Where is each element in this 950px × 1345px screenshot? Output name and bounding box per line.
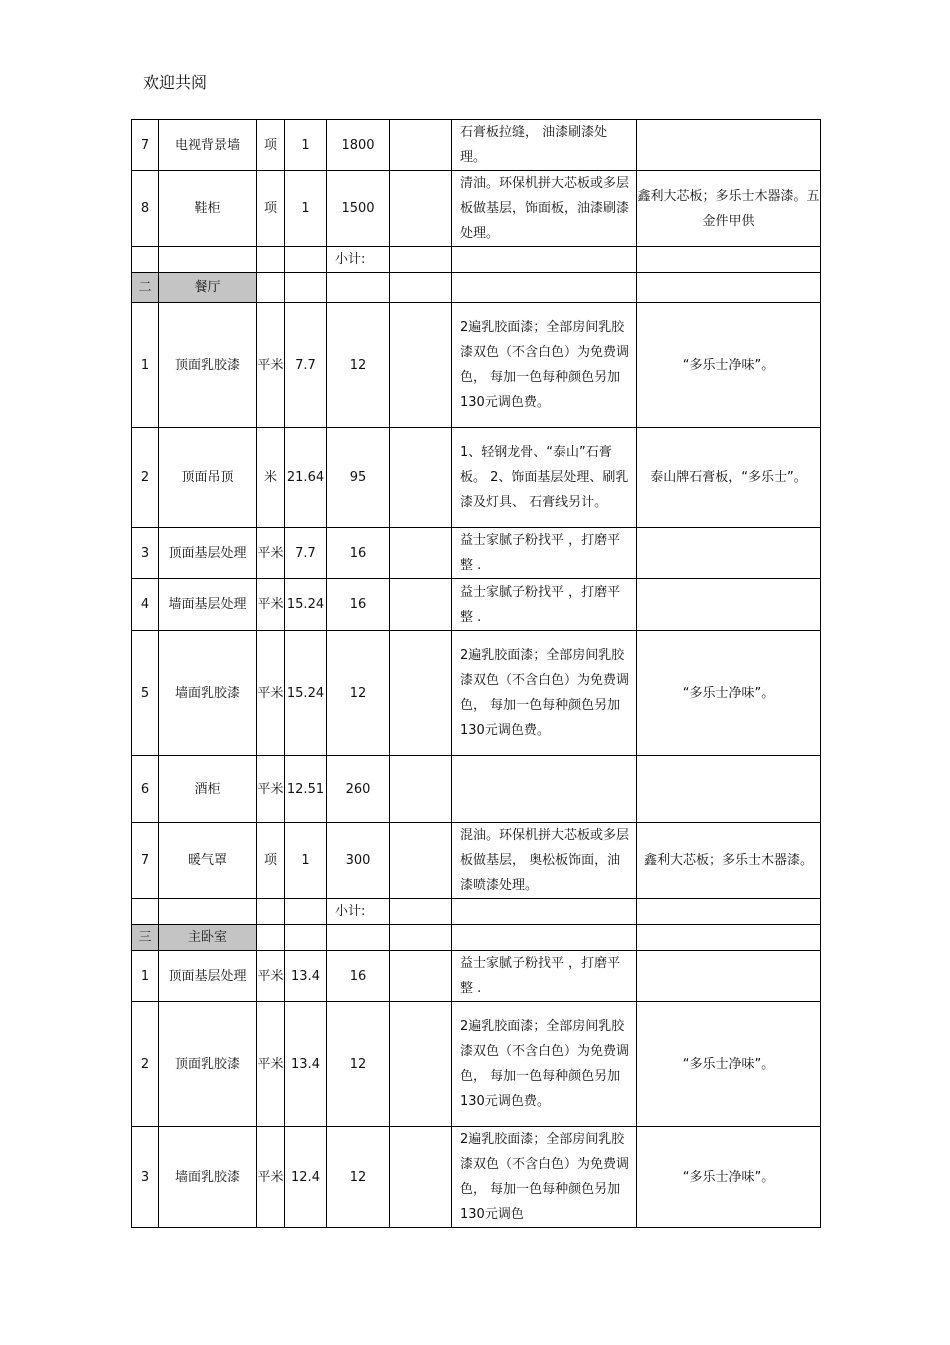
item-description: 1、轻钢龙骨、“泰山”石膏板。 2、饰面基层处理、刷乳漆及灯具、 石膏线另计。 <box>452 428 637 528</box>
item-quantity: 13.4 <box>285 1002 327 1127</box>
item-note <box>637 756 821 823</box>
item-unit: 平米 <box>257 1127 285 1228</box>
item-unit: 平米 <box>257 756 285 823</box>
item-name: 顶面吊顶 <box>159 428 257 528</box>
item-total <box>390 120 452 171</box>
item-note <box>637 951 821 1002</box>
item-total <box>390 171 452 247</box>
item-description: 2遍乳胶面漆；全部房间乳胶漆双色（不含白色）为免费调色， 每加一色每种颜色另加 130元调色费。 <box>452 1002 637 1127</box>
item-total <box>390 951 452 1002</box>
empty-cell <box>285 899 327 925</box>
item-description: 益士家腻子粉找平 ，打磨平整 . <box>452 951 637 1002</box>
empty-cell <box>390 273 452 303</box>
table-row <box>132 1127 821 1228</box>
subtotal-value <box>390 899 452 925</box>
section-number: 二 <box>132 273 159 303</box>
item-note: “多乐士净味”。 <box>637 1127 821 1228</box>
item-number: 7 <box>132 120 159 171</box>
subtotal-row <box>132 899 821 925</box>
table-row <box>132 823 821 899</box>
empty-cell <box>159 899 257 925</box>
item-name: 墙面基层处理 <box>159 579 257 631</box>
item-quantity: 1 <box>285 823 327 899</box>
section-name: 餐厅 <box>159 273 257 303</box>
section-number: 三 <box>132 925 159 951</box>
item-name: 墙面乳胶漆 <box>159 1127 257 1228</box>
empty-cell <box>637 899 821 925</box>
item-number: 2 <box>132 428 159 528</box>
table-row <box>132 428 821 528</box>
item-quantity: 1 <box>285 120 327 171</box>
item-note: “多乐士净味”。 <box>637 303 821 428</box>
item-number: 5 <box>132 631 159 756</box>
empty-cell <box>452 247 637 273</box>
empty-cell <box>390 925 452 951</box>
item-unit: 项 <box>257 171 285 247</box>
empty-cell <box>257 273 285 303</box>
table-row <box>132 171 821 247</box>
table-row <box>132 951 821 1002</box>
item-number: 2 <box>132 1002 159 1127</box>
item-name: 顶面基层处理 <box>159 528 257 579</box>
item-description: 2遍乳胶面漆；全部房间乳胶漆双色（不含白色）为免费调色， 每加一色每种颜色另加 130元调色 <box>452 1127 637 1228</box>
quote-table <box>131 119 821 1228</box>
item-total <box>390 823 452 899</box>
empty-cell <box>257 899 285 925</box>
empty-cell <box>257 247 285 273</box>
item-total <box>390 756 452 823</box>
item-description: 2遍乳胶面漆；全部房间乳胶漆双色（不含白色）为免费调色， 每加一色每种颜色另加 130元调色费。 <box>452 631 637 756</box>
empty-cell <box>132 247 159 273</box>
item-name: 顶面乳胶漆 <box>159 303 257 428</box>
item-description: 清油。环保机拼大芯板或多层板做基层，饰面板，油漆刷漆处理。 <box>452 171 637 247</box>
item-unit: 平米 <box>257 528 285 579</box>
item-note: “多乐士净味”。 <box>637 1002 821 1127</box>
item-note <box>637 528 821 579</box>
item-name: 顶面乳胶漆 <box>159 1002 257 1127</box>
item-unit-price: 16 <box>327 579 390 631</box>
item-quantity: 13.4 <box>285 951 327 1002</box>
item-unit: 平米 <box>257 1002 285 1127</box>
table-row <box>132 631 821 756</box>
item-number: 3 <box>132 1127 159 1228</box>
item-unit: 平米 <box>257 951 285 1002</box>
item-total <box>390 528 452 579</box>
item-note: “多乐士净味”。 <box>637 631 821 756</box>
item-unit: 项 <box>257 823 285 899</box>
item-note <box>637 579 821 631</box>
item-note: 鑫利大芯板；多乐士木器漆。 <box>637 823 821 899</box>
table-row <box>132 120 821 171</box>
item-description <box>452 756 637 823</box>
item-description: 2遍乳胶面漆；全部房间乳胶漆双色（不含白色）为免费调色， 每加一色每种颜色另加 130元调色费。 <box>452 303 637 428</box>
item-unit-price: 260 <box>327 756 390 823</box>
item-note: 泰山牌石膏板，“多乐士”。 <box>637 428 821 528</box>
item-total <box>390 579 452 631</box>
item-note: 鑫利大芯板；多乐士木器漆。五金件甲供 <box>637 171 821 247</box>
item-name: 酒柜 <box>159 756 257 823</box>
empty-cell <box>327 925 390 951</box>
empty-cell <box>452 273 637 303</box>
item-name: 暖气罩 <box>159 823 257 899</box>
empty-cell <box>159 247 257 273</box>
empty-cell <box>327 273 390 303</box>
item-unit-price: 12 <box>327 631 390 756</box>
item-unit-price: 1800 <box>327 120 390 171</box>
table-row <box>132 1002 821 1127</box>
subtotal-value <box>390 247 452 273</box>
section-name: 主卧室 <box>159 925 257 951</box>
item-name: 顶面基层处理 <box>159 951 257 1002</box>
item-total <box>390 631 452 756</box>
subtotal-label: 小计: <box>327 899 390 925</box>
empty-cell <box>637 247 821 273</box>
item-unit-price: 16 <box>327 528 390 579</box>
item-number: 7 <box>132 823 159 899</box>
item-note <box>637 120 821 171</box>
item-number: 8 <box>132 171 159 247</box>
table-row <box>132 528 821 579</box>
item-description: 石膏板拉缝， 油漆刷漆处理。 <box>452 120 637 171</box>
table-row <box>132 579 821 631</box>
item-name: 电视背景墙 <box>159 120 257 171</box>
item-description: 混油。环保机拼大芯板或多层板做基层， 奥松板饰面，油漆喷漆处理。 <box>452 823 637 899</box>
item-unit-price: 12 <box>327 1002 390 1127</box>
empty-cell <box>637 273 821 303</box>
item-unit-price: 16 <box>327 951 390 1002</box>
item-description: 益士家腻子粉找平 ，打磨平整 . <box>452 528 637 579</box>
item-number: 3 <box>132 528 159 579</box>
item-unit-price: 300 <box>327 823 390 899</box>
item-name: 鞋柜 <box>159 171 257 247</box>
item-unit-price: 12 <box>327 1127 390 1228</box>
subtotal-row <box>132 247 821 273</box>
empty-cell <box>285 925 327 951</box>
section-row <box>132 273 821 303</box>
empty-cell <box>452 925 637 951</box>
empty-cell <box>285 273 327 303</box>
empty-cell <box>285 247 327 273</box>
item-description: 益士家腻子粉找平 ，打磨平整 . <box>452 579 637 631</box>
item-total <box>390 303 452 428</box>
item-unit-price: 1500 <box>327 171 390 247</box>
table-row <box>132 303 821 428</box>
item-unit-price: 95 <box>327 428 390 528</box>
table-row <box>132 756 821 823</box>
item-unit: 平米 <box>257 631 285 756</box>
item-quantity: 21.64 <box>285 428 327 528</box>
item-quantity: 7.7 <box>285 303 327 428</box>
item-number: 1 <box>132 951 159 1002</box>
item-unit: 项 <box>257 120 285 171</box>
item-quantity: 12.51 <box>285 756 327 823</box>
item-unit-price: 12 <box>327 303 390 428</box>
item-quantity: 15.24 <box>285 579 327 631</box>
item-number: 1 <box>132 303 159 428</box>
empty-cell <box>132 899 159 925</box>
item-total <box>390 428 452 528</box>
item-total <box>390 1002 452 1127</box>
item-unit: 平米 <box>257 303 285 428</box>
quote-table-body <box>132 120 821 1228</box>
item-name: 墙面乳胶漆 <box>159 631 257 756</box>
item-unit: 平米 <box>257 579 285 631</box>
section-row <box>132 925 821 951</box>
item-quantity: 1 <box>285 171 327 247</box>
subtotal-label: 小计: <box>327 247 390 273</box>
page-header: 欢迎共阅 <box>143 73 208 92</box>
empty-cell <box>257 925 285 951</box>
item-quantity: 12.4 <box>285 1127 327 1228</box>
item-number: 6 <box>132 756 159 823</box>
empty-cell <box>452 899 637 925</box>
item-quantity: 7.7 <box>285 528 327 579</box>
item-unit: 米 <box>257 428 285 528</box>
item-quantity: 15.24 <box>285 631 327 756</box>
item-total <box>390 1127 452 1228</box>
empty-cell <box>637 925 821 951</box>
item-number: 4 <box>132 579 159 631</box>
